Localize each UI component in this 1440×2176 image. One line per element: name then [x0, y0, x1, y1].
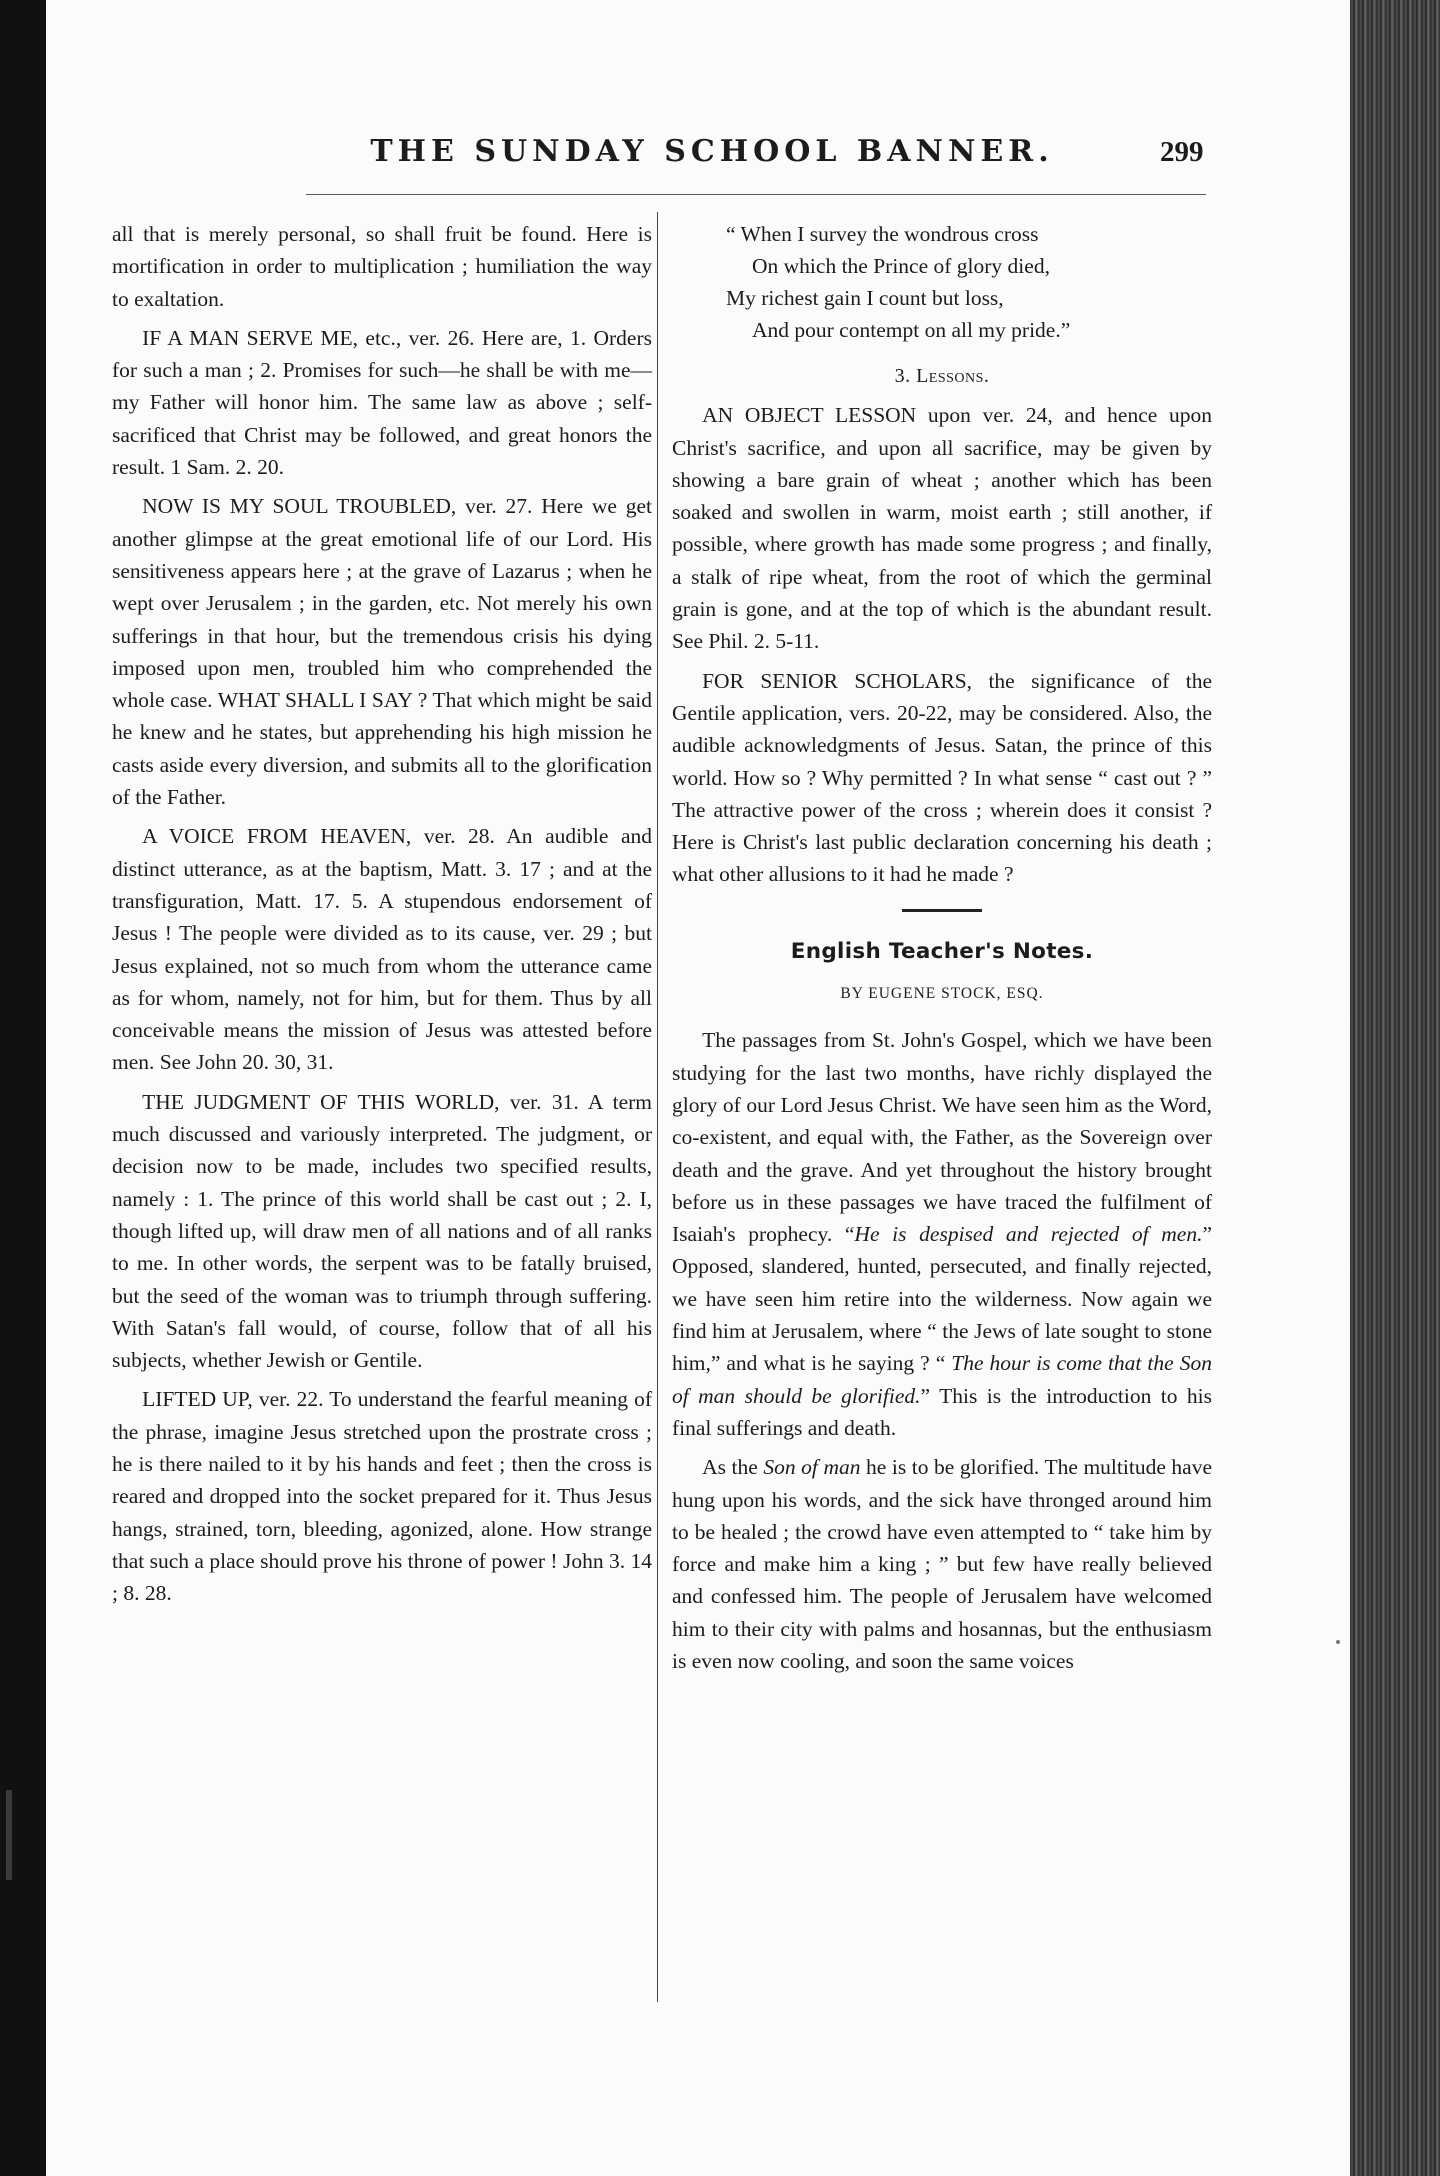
section-rule [902, 909, 982, 912]
header-rule [306, 194, 1206, 195]
right-column [672, 218, 1212, 1684]
paragraph: FOR SENIOR SCHOLARS, the significance of the Gentile application, vers. 20-22, may be considered. Also, the audible acknowledgments of Jesus. Satan, the prince of this world. How so ? Why permitted ? In what sense “ cast out ? ” The attractive power of the cross ; wherein does it consist ? Here is Christ's last public declaration concerning his death ; what other allusions to it had he made ? [672, 668, 1212, 887]
poem-line: On which the Prince of glory died, [752, 254, 1050, 278]
left-margin-edge [0, 0, 46, 2176]
paragraph: IF A MAN SERVE ME, etc., ver. 26. Here are, 1. Orders for such a man ; 2. Promises for such—he shall be with me—my Father will honor him. The same law as above ; self-sacrificed that Christ may be followed, and great honors the result. 1 Sam. 2. 20. [112, 325, 652, 480]
page-number: 299 [1160, 136, 1204, 168]
paragraph: LIFTED UP, ver. 22. To understand the fearful meaning of the phrase, imagine Jesus stretched upon the prostrate cross ; he is there nailed to it by his hands and feet ; then the cross is reared and dropped into the socket prepared for it. Thus Jesus hangs, strained, torn, bleeding, agonized, alone. How strange that such a place should prove his throne of power ! John 3. 14 ; 8. 28. [112, 1387, 652, 1606]
paragraph: NOW IS MY SOUL TROUBLED, ver. 27. Here we get another glimpse at the great emotional life of our Lord. His sensitiveness appears here ; at the grave of Lazarus ; when he wept over Jerusalem ; in the garden, etc. Not merely his own sufferings in that hour, but the tremendous crisis his dying imposed upon men, troubled him who comprehended the whole case. WHAT SHALL I SAY ? That which might be said he knew and he states, but apprehending his high mission he casts aside every diversion, and submits all to the glorification of the Father. [112, 494, 652, 810]
paragraph: The passages from St. John's Gospel, which we have been studying for the last two months, have richly displayed the glory of our Lord Jesus Christ. We have seen him as the Word, co-existent, and equal with, the Father, as the Sovereign over death and the grave. And yet throughout the history brought before us in these passages we have traced the fulfilment of Isaiah's prophecy. “He is despised and rejected of men.” Opposed, slandered, hunted, persecuted, and finally rejected, we have seen him retire into the wilderness. Now again we find him at Jerusalem, where “ the Jews of late sought to stone him,” and what is he saying ? “ The hour is come that the Son of man should be glorified.” This is the introduction to his final sufferings and death. [672, 1028, 1212, 1440]
poem-line: And pour contempt on all my pride.” [752, 318, 1071, 342]
margin-speck [1336, 1640, 1340, 1644]
poem-line: “ When I survey the wondrous cross [726, 222, 1039, 246]
paragraph: A VOICE FROM HEAVEN, ver. 28. An audible and distinct utterance, as at the baptism, Matt. 3. 17 ; and at the transfiguration, Matt. 17. 5. A stupendous endorsement of Jesus ! The people were divided as to its cause, ver. 29 ; but Jesus explained, not so much from whom the utterance came as for whom, namely, not for him, but for them. Thus by all conceivable means the mission of Jesus was attested before men. See John 20. 30, 31. [112, 824, 652, 1075]
lessons-heading: 3. Lessons. [894, 365, 990, 387]
hymn-quote [726, 218, 1212, 346]
section-title: English Teacher's Notes. [790, 938, 1094, 964]
book-binding-edge [1350, 0, 1440, 2176]
paragraph: THE JUDGMENT OF THIS WORLD, ver. 31. A term much discussed and variously interpreted. The judgment, or decision now to be made, includes two specified results, namely : 1. The prince of this world shall be cast out ; 2. I, though lifted up, will draw men of all nations and of all ranks to me. In other words, the serpent was to be fatally bruised, but the seed of the woman was to triumph through suffering. With Satan's fall would, of course, follow that of all his subjects, whether Jewish or Gentile. [112, 1089, 652, 1373]
left-column [112, 218, 652, 1616]
paragraph: AN OBJECT LESSON upon ver. 24, and hence upon Christ's sacrifice, and upon all sacrifice, may be given by showing a bare grain of wheat ; another which has been soaked and swollen in warm, moist earth ; still another, if possible, where growth has made some progress ; and finally, a stalk of ripe wheat, from the root of which the germinal grain is gone, and at the top of which is the abundant result. See Phil. 2. 5-11. [672, 403, 1212, 654]
column-divider [657, 212, 658, 2002]
paragraph: all that is merely personal, so shall fruit be found. Here is mortification in order to multiplication ; humiliation the way to exaltation. [112, 222, 652, 311]
byline: BY EUGENE STOCK, ESQ. [840, 985, 1044, 1003]
poem-line: My richest gain I count but loss, [726, 286, 1004, 310]
edge-mark [6, 1790, 12, 1880]
running-header: THE SUNDAY SCHOOL BANNER. [370, 134, 1054, 169]
paragraph: As the Son of man he is to be glorified. The multitude have hung upon his words, and the sick have thronged around him to be healed ; the crowd have even attempted to “ take him by force and make him a king ; ” but few have really believed and confessed him. The people of Jerusalem have welcomed him to their city with palms and hosannas, but the enthusiasm is even now cooling, and soon the same voices [672, 1455, 1213, 1673]
